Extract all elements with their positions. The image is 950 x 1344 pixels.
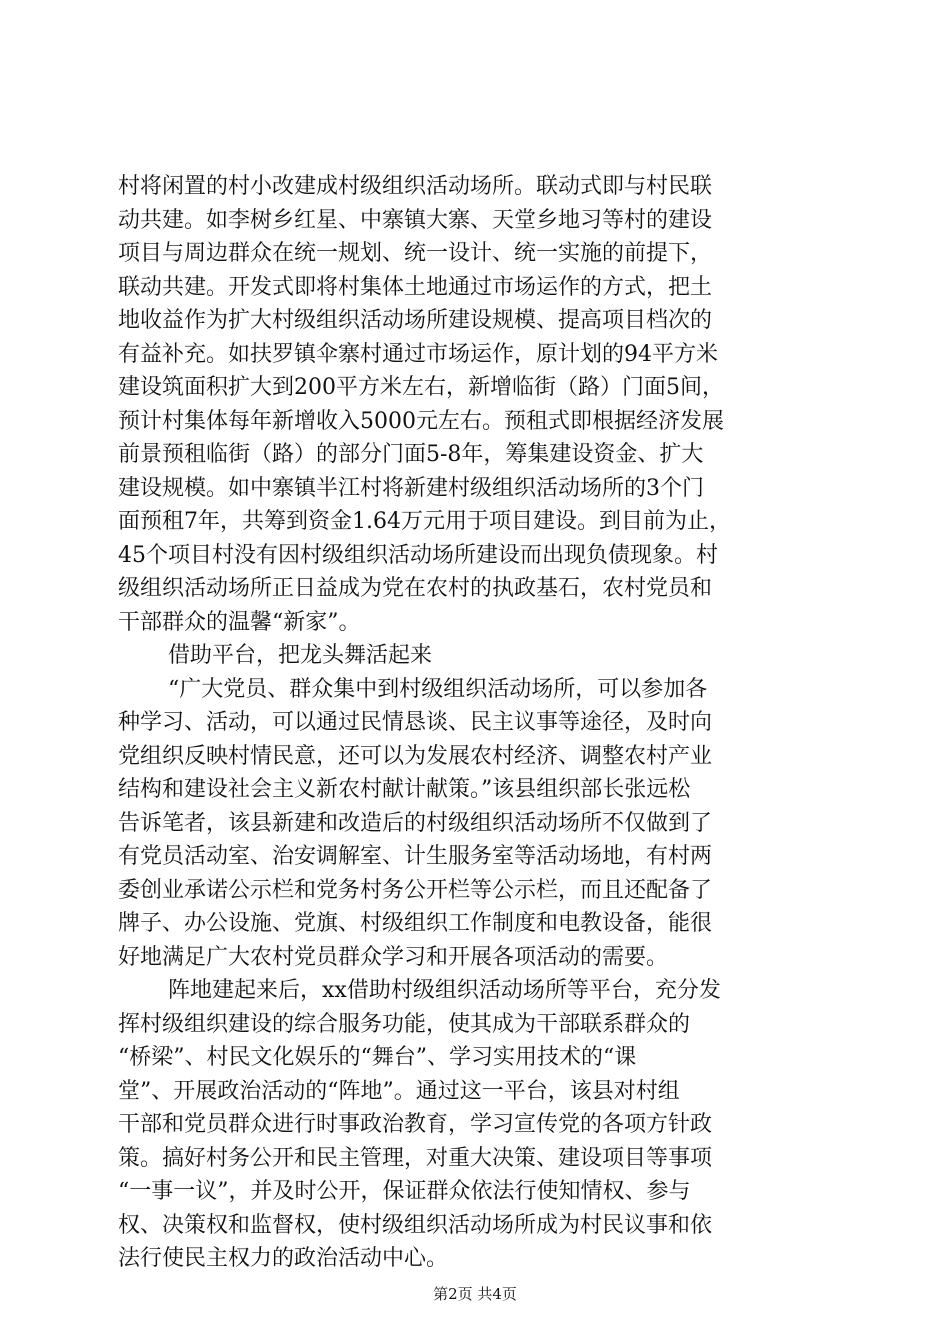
text-line: 挥村级组织建设的综合服务功能，使其成为干部联系群众的 <box>118 1011 691 1037</box>
text-line: 建设规模。如中寨镇半江村将新建村级组织活动场所的3个门 <box>118 475 704 501</box>
section-heading: 借助平台，把龙头舞活起来 <box>168 643 433 668</box>
text-line: 联动共建。开发式即将村集体土地通过市场运作的方式，把土 <box>118 274 713 300</box>
text-line: 干部群众的温馨“新家”。 <box>118 609 361 635</box>
text-line: 告诉笔者，该县新建和改造后的村级组织活动场所不仅做到了 <box>118 810 713 836</box>
page-footer <box>0 1284 950 1304</box>
page-number-label: 第2页 共4页 <box>433 1285 517 1303</box>
text-line: 策。搞好村务公开和民主管理，对重大决策、建设项目等事项 <box>118 1145 713 1171</box>
text-line: “广大党员、群众集中到村级组织活动场所，可以参加各 <box>168 676 708 702</box>
text-line: 动共建。如李树乡红星、中寨镇大寨、天堂乡地习等村的建设 <box>118 207 713 233</box>
text-line: 项目与周边群众在统一规划、统一设计、统一实施的前提下， <box>118 241 713 266</box>
text-line: 堂”、开展政治活动的“阵地”。通过这一平台，该县对村组 <box>118 1078 680 1104</box>
text-line: 阵地建起来后，xx借助村级组织活动场所等平台，充分发 <box>168 978 721 1003</box>
text-line: 干部和党员群众进行时事政治教育，学习宣传党的各项方针政 <box>118 1112 713 1137</box>
text-line: 委创业承诺公示栏和党务村务公开栏等公示栏，而且还配备了 <box>118 877 713 903</box>
text-line: 45个项目村没有因村级组织活动场所建设而出现负债现象。村 <box>118 542 718 568</box>
text-line: 牌子、办公设施、党旗、村级组织工作制度和电教设备，能很 <box>118 911 713 936</box>
text-line: 权、决策权和监督权，使村级组织活动场所成为村民议事和依 <box>118 1212 713 1238</box>
text-line: “桥梁”、村民文化娱乐的“舞台”、学习实用技术的“课 <box>118 1045 637 1070</box>
body-text <box>118 170 838 1276</box>
text-line: 党组织反映村情民意，还可以为发展农村经济、调整农村产业 <box>118 743 713 769</box>
text-line: 地收益作为扩大村级组织活动场所建设规模、提高项目档次的 <box>118 308 713 333</box>
text-line: 预计村集体每年新增收入5000元左右。预租式即根据经济发展 <box>118 408 724 434</box>
text-line: 级组织活动场所正日益成为党在农村的执政基石，农村党员和 <box>118 576 713 601</box>
text-line: 法行使民主权力的政治活动中心。 <box>118 1246 449 1271</box>
text-line: 结构和建设社会主义新农村献计献策。”该县组织部长张远松 <box>118 777 691 802</box>
text-line: 有党员活动室、治安调解室、计生服务室等活动场地，有村两 <box>118 844 713 869</box>
text-line: 有益补充。如扶罗镇伞寨村通过市场运作，原计划的94平方米 <box>118 341 718 367</box>
text-line: 建设筑面积扩大到200平方米左右，新增临街（路）门面5间， <box>118 375 724 400</box>
text-line: 面预租7年，共筹到资金1.64万元用于项目建设。到目前为止， <box>118 509 731 534</box>
text-line: 前景预租临街（路）的部分门面5-8年，筹集建设资金、扩大 <box>118 442 704 467</box>
text-line: “一事一议”，并及时公开，保证群众依法行使知情权、参与 <box>118 1179 691 1204</box>
text-line: 种学习、活动，可以通过民情恳谈、民主议事等途径，及时向 <box>118 710 713 735</box>
text-line: 村将闲置的村小改建成村级组织活动场所。联动式即与村民联 <box>118 174 713 199</box>
text-line: 好地满足广大农村党员群众学习和开展各项活动的需要。 <box>118 944 669 970</box>
